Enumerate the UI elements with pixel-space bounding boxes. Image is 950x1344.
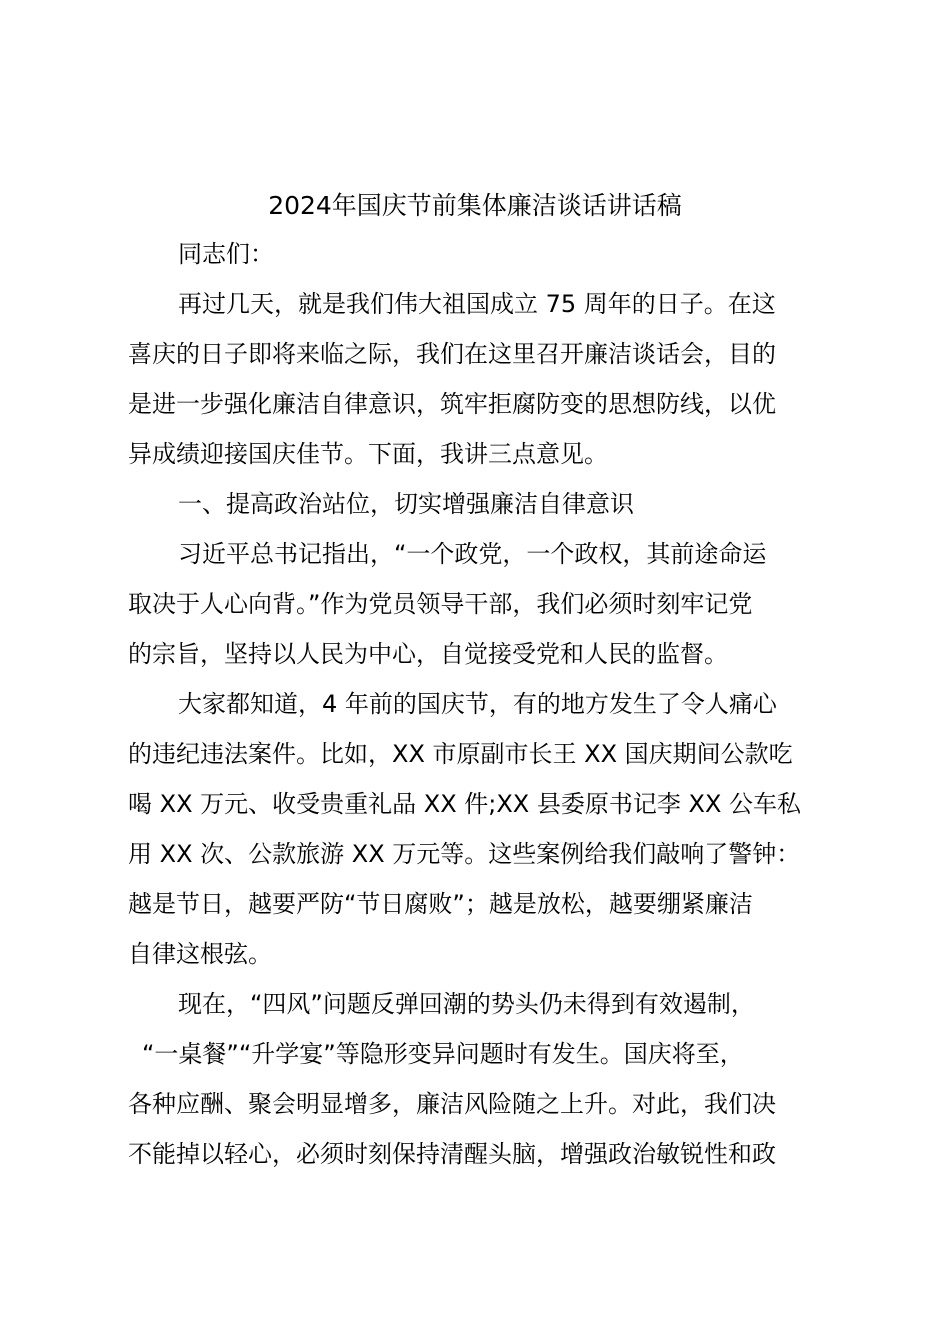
paragraph-line: 用 XX 次、公款旅游 XX 万元等。这些案例给我们敲响了警钟： <box>128 840 801 868</box>
salutation: 同志们： <box>178 240 274 268</box>
paragraph-line: “一桌餐”“升学宴”等隐形变异问题时有发生。国庆将至， <box>142 1040 744 1068</box>
document-title: 2024年国庆节前集体廉洁谈话讲话稿 <box>268 191 682 220</box>
paragraph-line: 大家都知道，4 年前的国庆节，有的地方发生了令人痛心 <box>178 690 777 718</box>
paragraph-line: 的宗旨，坚持以人民为中心，自觉接受党和人民的监督。 <box>128 640 728 668</box>
paragraph-line: 异成绩迎接国庆佳节。下面，我讲三点意见。 <box>128 440 608 468</box>
paragraph-line: 再过几天，就是我们伟大祖国成立 75 周年的日子。在这 <box>178 290 776 318</box>
paragraph-line: 的违纪违法案件。比如，XX 市原副市长王 XX 国庆期间公款吃 <box>128 740 793 768</box>
paragraph-line: 喜庆的日子即将来临之际，我们在这里召开廉洁谈话会，目的 <box>128 340 776 368</box>
paragraph-line: 是进一步强化廉洁自律意识，筑牢拒腐防变的思想防线，以优 <box>128 390 776 418</box>
paragraph-line: 不能掉以轻心，必须时刻保持清醒头脑，增强政治敏锐性和政 <box>128 1140 776 1168</box>
paragraph-line: 喝 XX 万元、收受贵重礼品 XX 件;XX 县委原书记李 XX 公车私 <box>128 790 802 818</box>
section-heading: 一、提高政治站位，切实增强廉洁自律意识 <box>178 490 634 518</box>
paragraph-line: 现在，“四风”问题反弹回潮的势头仍未得到有效遏制， <box>178 990 755 1018</box>
paragraph-line: 越是节日，越要严防“节日腐败”；越是放松，越要绷紧廉洁 <box>128 890 753 918</box>
paragraph-line: 习近平总书记指出，“一个政党，一个政权，其前途命运 <box>178 540 767 568</box>
paragraph-line: 各种应酬、聚会明显增多，廉洁风险随之上升。对此，我们决 <box>128 1090 776 1118</box>
paragraph-line: 自律这根弦。 <box>128 940 272 968</box>
paragraph-line: 取决于人心向背。”作为党员领导干部，我们必须时刻牢记党 <box>128 590 753 618</box>
